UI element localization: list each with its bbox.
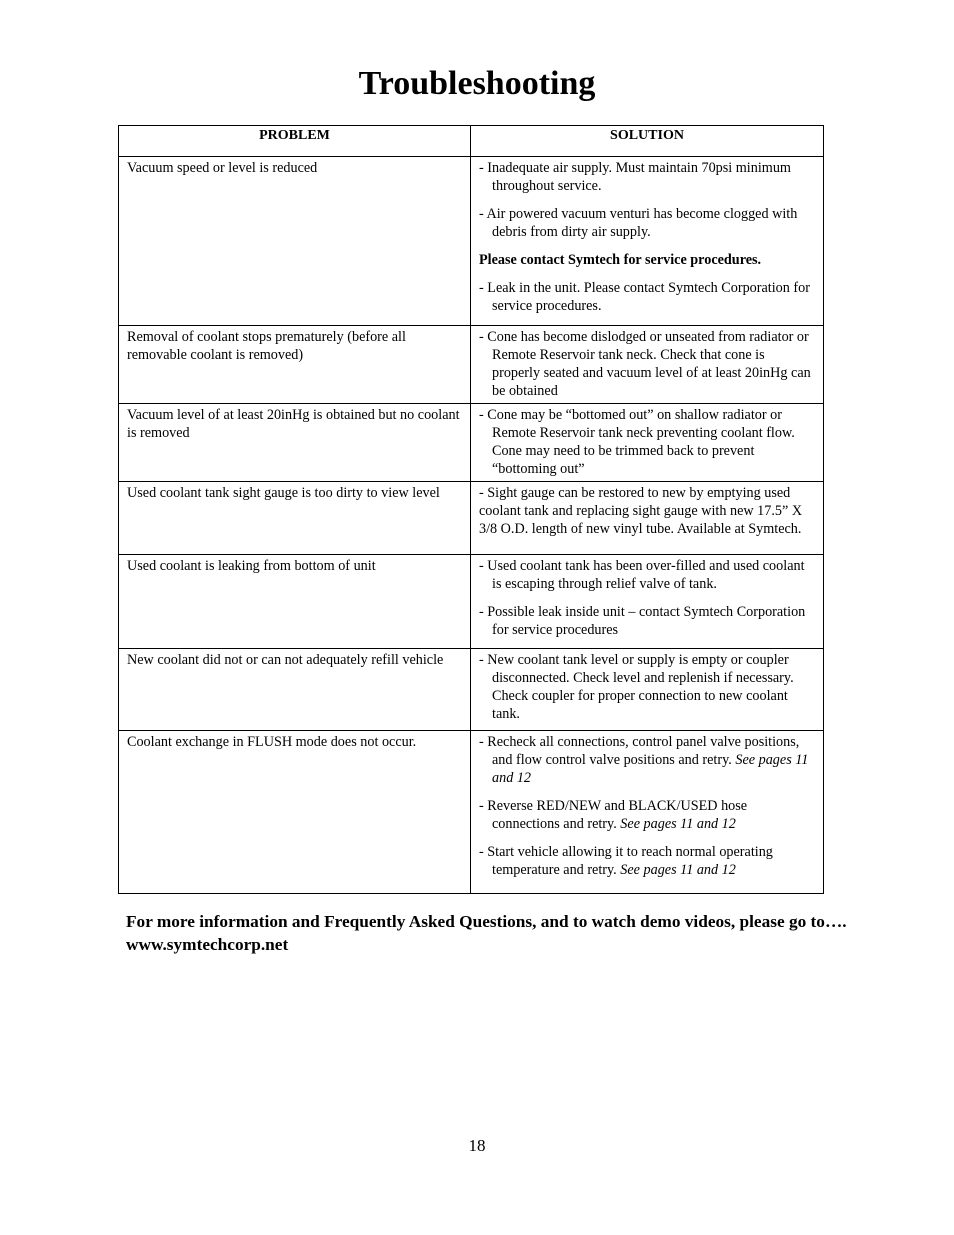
solution-item <box>479 797 815 833</box>
page-title: Troubleshooting <box>358 65 596 102</box>
header-solution: SOLUTION <box>471 126 824 157</box>
table-row <box>119 482 824 555</box>
solution-cell <box>471 731 824 894</box>
solution-item: - Cone has become dislodged or unseated from radiator or Remote Reservoir tank neck. Check that cone is properly seated and vacuum level of at least 20inHg can be obtained <box>479 329 811 399</box>
solution-cell <box>471 326 824 404</box>
solution-cell <box>471 482 824 555</box>
problem-cell: Removal of coolant stops prematurely (before all removable coolant is removed) <box>119 326 471 404</box>
table-header-row <box>119 126 824 157</box>
problem-cell: Used coolant is leaking from bottom of unit <box>119 555 471 649</box>
solution-cell <box>471 649 824 731</box>
solution-item <box>479 733 815 787</box>
solution-item <box>479 843 815 879</box>
solution-cell <box>471 555 824 649</box>
solution-item: - New coolant tank level or supply is empty or coupler disconnected. Check level and replenish if necessary. Check coupler for proper connection to new coolant tank. <box>479 652 794 722</box>
problem-cell: New coolant did not or can not adequately refill vehicle <box>119 649 471 731</box>
problem-cell: Vacuum level of at least 20inHg is obtained but no coolant is removed <box>119 404 471 482</box>
solution-text: - Start vehicle allowing it to reach normal operating temperature and retry. <box>479 844 773 878</box>
page-reference: See pages 11 and 12 <box>620 816 736 832</box>
header-problem: PROBLEM <box>119 126 471 157</box>
solution-text: - Reverse RED/NEW and BLACK/USED hose connections and retry. <box>479 798 748 832</box>
page-reference: See pages 11 and 12 <box>620 862 736 878</box>
solution-cell <box>471 404 824 482</box>
page-number: 18 <box>468 1136 486 1155</box>
solution-item: - Sight gauge can be restored to new by emptying used coolant tank and replacing sight gauge with new 17.5” X 3/8 O.D. length of new vinyl tube. Available at Symtech. <box>479 485 803 537</box>
problem-cell: Vacuum speed or level is reduced <box>119 157 471 326</box>
solution-item: - Air powered vacuum venturi has become clogged with debris from dirty air supply. <box>479 206 798 240</box>
solution-item: - Used coolant tank has been over-filled and used coolant is escaping through relief valve of tank. <box>479 558 805 592</box>
solution-cell <box>471 157 824 326</box>
table-row <box>119 649 824 731</box>
table-row <box>119 326 824 404</box>
more-info-note: For more information and Frequently Asked Questions, and to watch demo videos, please go to…. www.symtechcorp.net <box>126 912 847 954</box>
table-row <box>119 731 824 894</box>
solution-item: - Possible leak inside unit – contact Symtech Corporation for service procedures <box>479 604 806 638</box>
table-row <box>119 157 824 326</box>
table-row <box>119 404 824 482</box>
solution-item: - Leak in the unit. Please contact Symtech Corporation for service procedures. <box>479 280 810 314</box>
problem-cell: Coolant exchange in FLUSH mode does not occur. <box>119 731 471 894</box>
problem-cell: Used coolant tank sight gauge is too dirty to view level <box>119 482 471 555</box>
solution-contact-note: Please contact Symtech for service procedures. <box>479 252 762 268</box>
solution-item: - Inadequate air supply. Must maintain 70psi minimum throughout service. <box>479 160 791 194</box>
troubleshooting-table <box>118 125 824 894</box>
solution-text: - Recheck all connections, control panel valve positions, and flow control valve positions and retry. <box>479 734 800 768</box>
table-row <box>119 555 824 649</box>
solution-item: - Cone may be “bottomed out” on shallow radiator or Remote Reservoir tank neck preventing coolant flow. Cone may need to be trimmed back to prevent “bottoming out” <box>479 407 795 477</box>
page-reference: See pages 11 and 12 <box>492 752 809 786</box>
